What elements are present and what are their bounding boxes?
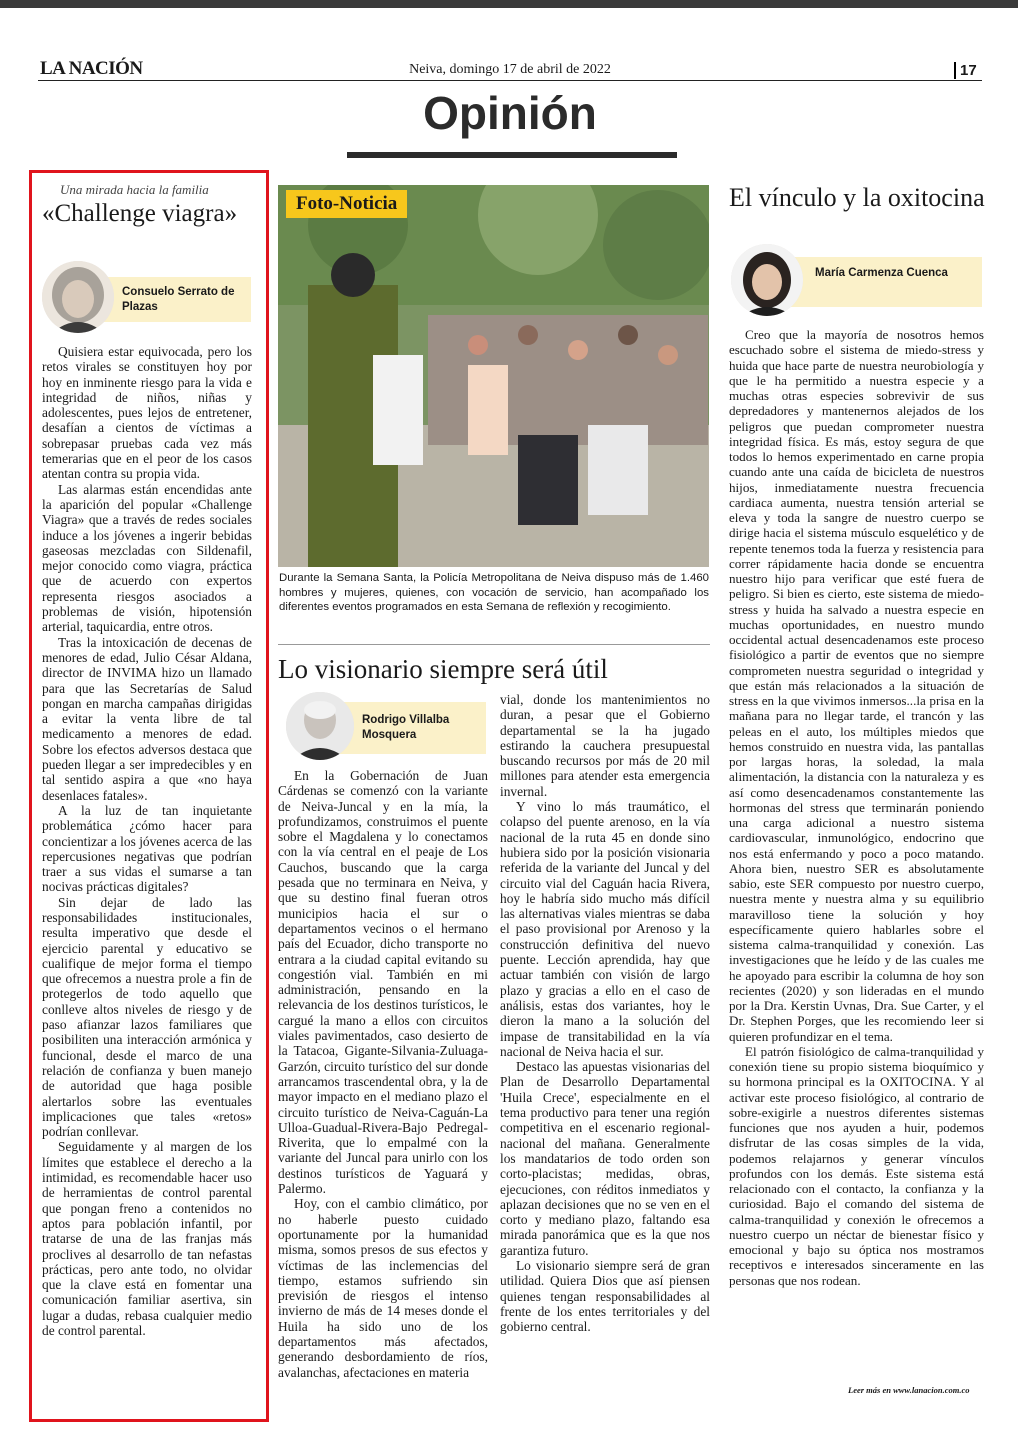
article-title-challenge: «Challenge viagra» [42, 200, 238, 227]
paragraph: Quisiera estar equivocada, pero los retos virales se constituyen hoy por hoy en inminente riesgo para la vida e integridad de niños, niñas y adolescentes, pues lejos de entretener, desafían a cientos de víctimas a sobrepasar pruebas cada vez más temerarias que en el peor de los casos atentan contra su propia vida. [42, 344, 252, 482]
paragraph: Seguidamente y al margen de los límites que establece el derecho a la intimidad, es recomendable hacer uso de herramientas de control parental que pongan freno a contenidos no aptos para población infantil, por tratarse de una de las franjas más proclives al desarrollo de tan nefastas prácticas, pero ante todo, no olvidar que la clave está en fomentar una comunicación familiar asertiva, sin lugar a dudas, rebasa cualquier medio de control parental. [42, 1139, 252, 1338]
crowd-photo-illustration [278, 185, 709, 567]
paragraph: Sin dejar de lado las responsabilidades institucionales, resulta imperativo que desde el ejercicio parental y educativo se cualifique de mejor forma el tiempo que ofrecemos a nuestra prole a fin de protegerlos de todo aquello que conlleve altos niveles de riesgo y de paso afianzar lazos familiares que posibiliten una interacción armónica y funcional, desde el marco de una relación de confianza y buen manejo de autoridad que haga posible alertarlos sobre las eventuales implicaciones que tales «retos» podrían conllevar. [42, 894, 252, 1140]
caption-rule [278, 644, 710, 645]
article-body-visionario-left [278, 768, 488, 1380]
portrait-icon [42, 261, 114, 333]
article-title-visionario: Lo visionario siempre será útil [278, 654, 608, 684]
paragraph: En la Gobernación de Juan Cárdenas se comenzó con la variante de Neiva-Juncal y en la mía, la profundizamos, construimos el puente sobre el Magdalena y lo conectamos con la vía central en el peaje de Los Cauchos, buscando que la carga pesada que no terminara en Neiva, y que su destino final fueran otros municipios hacia el sur o departamentos vecinos o el hermano país del Ecuador, dicho transporte no entrara a la ciudad capital evitando su congestión vial. También en mi administración, pensando en la relevancia de los destinos turísticos, le cargué la mano a ellos con circuitos viales pavimentados, caso desierto de la Tatacoa, Gigante-Silvania-Zuluaga-Garzón, circuito turístico del sur donde arrancamos trascendental obra, y la de mayor impacto en el mediano plazo el circuito turístico de Neiva-Caguán-La Ulloa-Guadual-Rivera-Bajo Pedregal-Riverita, que lo empalmé con la variante del Juncal para unirlo con los destinos turísticos de Yaguará y Palermo. [278, 768, 488, 1197]
read-more-note: Leer más en www.lanacion.com.co [848, 1385, 970, 1395]
paragraph: Y vino lo más traumático, el colapso del puente arenoso, en la vía nacional de la ruta 45 en donde sino hubiera sido por la posición visionaria referida de la variante del Juncal y del circuito vial del Caguán hacia Rivera, hoy le habría sido mucho más difícil las alternativas viales mientras se daba el paso provisional por Arenoso y la construcción definitiva del nuevo puente. Lección aprendida, hay que actuar también con visión de largo plazo y gracias a ello en el caso de análisis, estas dos variantes, hoy le dieron la mano a la solución del impase de transitabilidad en la vía nacional de Neiva hacia el sur. [500, 799, 710, 1059]
portrait-icon [286, 692, 354, 760]
dateline: Neiva, domingo 17 de abril de 2022 [409, 62, 611, 77]
paragraph: Destaco las apuestas visionarias del Plan de Desarrollo Departamental 'Huila Crece', especialmente en el tema productivo para tener una región competitiva en el escenario regional-nacional del mañana. Generalmente los mandatarios de todo orden son corto-placistas; medidas, obras, ejecuciones, con réditos inmediatos y aplazan decisiones que no se ven en el corto y mediano plazo, faltando esa mirada panorámica que es la que nos garantiza futuro. [500, 1059, 710, 1258]
author-name: Rodrigo Villalba Mosquera [362, 714, 450, 741]
paragraph: El patrón fisiológico de calma-tranquilidad y conexión tiene su propio sistema bioquímico y su hormona principal es la OXITOCINA. Y al activar este proceso fisiológico, al contrario de sobre-exigirle a nuestros diferentes sistemas funciones que nos ayuden a huir, podemos disfrutar de las cosas simples de la vida, podemos relajarnos y generar vínculos profundos con los demás. Este sistema está relacionado con el contacto, la confianza y la curiosidad. Bajo el comando del sistema de calma-tranquilidad y conexión le ofrecemos a nuestro cuerpo un néctar de bienestar físico y emocional y bajo su óptica nos mostramos receptivos e interesados sinceramente en las personas que nos rodean. [729, 1043, 984, 1288]
author-photo-cuenca [731, 244, 803, 316]
article-body-challenge [42, 344, 252, 1338]
paragraph: A la luz de tan inquietante problemática ¿cómo hacer para concientizar a los jóvenes acerca de las repercusiones negativas que podrían traer a sus vidas el sumarse a tan nocivas prácticas digitales? [42, 802, 252, 895]
page-number: 17 [954, 62, 977, 79]
article-body-visionario-right [500, 692, 710, 1334]
article-title-oxitocina: El vínculo y la oxitocina [729, 183, 985, 212]
masthead-logo: LA NACIÓN [40, 58, 143, 79]
paragraph: Hoy, con el cambio climático, por no haberle puesto cuidado oportunamente por la humanidad misma, somos presos de sus efectos y víctimas de las inclemencias del tiempo, estamos sufriendo sin previsión de riesgos el intenso invierno de más de 14 meses donde el Huila ha sido uno de los departamentos más afectados, generando desbordamiento de ríos, avalanchas, afectaciones en materia [278, 1196, 488, 1380]
paragraph: Lo visionario siempre será de gran utilidad. Quiera Dios que así piensen quienes tengan responsabilidades al frente de los entes territoriales y del gobierno central. [500, 1257, 710, 1335]
photo-tag: Foto-Noticia [286, 190, 407, 218]
article-body-oxitocina [729, 327, 984, 1288]
section-title: Opinión [423, 87, 597, 139]
paragraph: Creo que la mayoría de nosotros hemos escuchado sobre el sistema de miedo-stress y huida que hace parte de nuestra neurobiología y que le ha permitido a nuestra especie y a muchas otras especies sobrevivir de sus depredadores y mantenernos alejados de los peligros que puedan comprometer nuestra integridad física. Es más, estoy segura de que todos lo hemos experimentado en carne propia cuando ante una caída de bicicleta de nuestros hijos, inmediatamente nuestra frecuencia cardiaca aumenta, nuestra tensión arterial se eleva y toda la sangre de nuestro cuerpo se dirige hacia el sistema músculo esquelético y de repente tenemos toda la fuerza y resistencia para correr rápidamente hacia donde se encuentra nuestro hijo para verificar que esté fuera de peligro. Si bien es cierto, este sistema de miedo-stress y huida ha salvado a nuestra especie en muchas oportunidades, en nuestro mundo occidental actual desencadenamos este proceso fisiológico a partir de eventos que no siempre comprometen nuestra seguridad o integridad y que están más relacionados a la situación de stress en la que vivimos inmersos...la prisa en la mañana para no llegar tarde, el trancón y las peleas en el auto, los múltiples miedos que hemos construido en nuestra vida, las pantallas por largas horas, la soledad, la mala alimentación, la distancia con la naturaleza y es así como desencadenamos constantemente las hormonas del stress que terminarán poniendo una carga adicional a nuestro sistema cardiovascular, inmunológico, endocrino que nos está enfermando y poco a poco matando. Ahora bien, nuestro SER es absolutamente sabio, este SER compuesto por nuestro cuerpo, nuestra mente y nuestra alma y su equilibrio maravilloso tiene la solución y hoy específicamente quiero hablarles sobre el sistema calma-tranquilidad y conexión. Las investigaciones que he leído y de las cuales me he apoyado para escribir la columna de hoy son recientes (2020) y son lideradas en el mundo por la Dra. Kerstin Uvnas, Dra. Sue Carter, y el Dr. Stephen Porges, que les recomiendo leer si quieren profundizar en el tema. [729, 327, 984, 1044]
author-name: Consuelo Serrato de Plazas [122, 286, 235, 313]
portrait-icon [731, 244, 803, 316]
news-photo [278, 185, 709, 567]
paragraph: Las alarmas están encendidas ante la aparición del popular «Challenge Viagra» que a través de redes sociales induce a los jóvenes a ingerir bebidas gaseosas mezcladas con Sildenafil, mejor conocido como viagra, práctica que de acuerdo con expertos representa riesgos asociados a problemas de visión, hipotensión arterial, taquicardia, entre otros. [42, 481, 252, 635]
author-photo-serrato [42, 261, 114, 333]
column-kicker: Una mirada hacia la familia [60, 182, 209, 197]
paragraph: vial, donde los mantenimientos no duran, a pesar que el Gobierno departamental se la ha jugado estirando la cauchera presupuestal buscando recursos por más de 20 mil millones para atender esta emergencia invernal. [500, 692, 710, 799]
top-bar [0, 0, 1018, 8]
author-name: María Carmenza Cuenca [815, 267, 948, 279]
header-rule [38, 80, 982, 81]
photo-caption: Durante la Semana Santa, la Policía Metropolitana de Neiva dispuso más de 1.460 hombres y mujeres, quienes, con vocación de servicio, han acompañado los diferentes eventos programados en esta Semana de reflexión y recogimiento. [279, 572, 709, 613]
section-rule [347, 152, 677, 158]
author-photo-villalba [286, 692, 354, 760]
paragraph: Tras la intoxicación de decenas de menores de edad, Julio César Aldana, director de INVIMA hizo un llamado para que las Secretarías de Salud pongan en marcha campañas dirigidas a evitar la venta libre de tal medicamento a menores de edad. Sobre los efectos adversos destaca que pueden llegar a ser impredecibles y en tal sentido aspira a que «no haya desenlaces fatales». [42, 634, 252, 803]
